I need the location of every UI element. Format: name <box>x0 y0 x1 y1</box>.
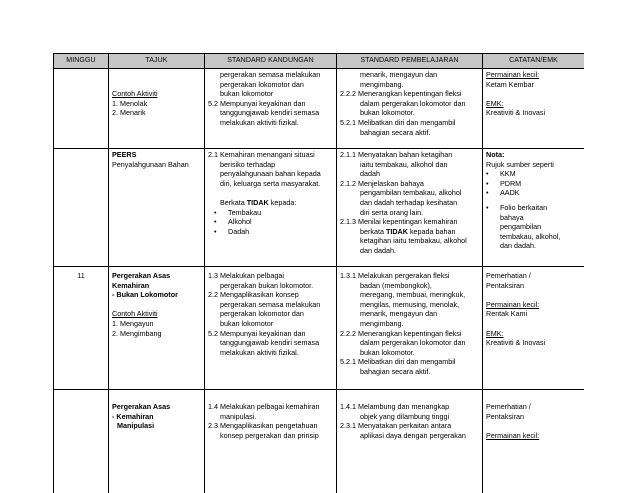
activity-item: 1. Menolak <box>112 98 148 108</box>
text-line: konsep pergerakan dan prinsip <box>220 430 319 440</box>
text-line: diri, keluarga serta masyarakat. <box>220 178 321 188</box>
text-line: 5.2.1 Melibatkan diri dan mengambil <box>340 357 456 367</box>
cell-tajuk <box>109 390 205 493</box>
text-line: dan dadah. <box>360 245 396 255</box>
text-line: Rujuk sumber seperti <box>486 159 554 169</box>
text-line: ketagihan iaitu tembakau, alkohol <box>360 236 467 246</box>
cell-tajuk <box>109 69 205 149</box>
text-line: 5.2 Mempunyai keyakinan dan <box>208 98 306 108</box>
text-line: dadah <box>360 169 380 179</box>
text-line: pergerakan lokomotor dan <box>220 309 304 319</box>
text-fragment: kepada bahan <box>407 226 456 236</box>
text-line: objek yang dilambung tinggi <box>360 411 450 421</box>
activity-item: 2. Menarik <box>112 108 146 118</box>
text-line: Ketam Kembar <box>486 79 534 89</box>
text-line: bahagian secara aktif. <box>360 127 431 137</box>
bullet-item: • Tembakau <box>208 208 333 218</box>
cell-pembelajaran <box>337 267 483 390</box>
bullet-item: • AADK <box>486 188 581 198</box>
text-line: melakukan aktiviti fizikal. <box>220 347 299 357</box>
text-line: 2.3 Mengaplikasikan pengetahuan <box>208 421 318 431</box>
text-line: Rentak Kami <box>486 309 528 319</box>
text-line: bukan lokomotor. <box>360 347 415 357</box>
text-fragment: berkata <box>360 226 386 236</box>
permainan-label: Permainan kecil: <box>486 70 540 79</box>
cell-minggu <box>54 267 109 390</box>
cell-tajuk <box>109 267 205 390</box>
text-line: 1.4 Melakukan pelbagai kemahiran <box>208 402 320 411</box>
bullet-item: • Dadah <box>208 227 333 237</box>
text-line: 1.3 Melakukan pelbagai <box>208 271 284 280</box>
text-line: bukan lokomotor <box>220 318 274 328</box>
text-line: Pemerhatian / <box>486 271 531 280</box>
text-line: dan dadah. <box>500 241 536 251</box>
text-line: dalam pergerakan lokomotor dan <box>360 338 466 348</box>
activity-item: 2. Mengimbang <box>112 328 162 338</box>
text-line: 2.2 Mengaplikasikan konsep <box>208 290 299 300</box>
emk-label: EMK: <box>486 328 504 338</box>
topic-title: Manipulasi <box>117 421 155 431</box>
text-line: mengilas, memusing, menolak, <box>360 299 460 309</box>
text-line: tembakau, alkohol, <box>500 231 561 241</box>
lesson-plan-table <box>53 53 584 493</box>
cell-catatan <box>483 390 585 493</box>
peers-title: PEERS <box>112 150 137 159</box>
text-line: 2.3.1 Menyatakan perkaitan antara <box>340 421 452 431</box>
text-line: Pemerhatian / <box>486 402 531 411</box>
text-line: 2.1.3 Menilai kepentingan kemahiran <box>340 217 458 227</box>
bullet-item: • Folio berkaitan <box>486 203 581 213</box>
cell-kandungan <box>205 390 337 493</box>
berkata-tidak-line <box>340 227 479 237</box>
text-line: pergerakan semasa melakukan <box>220 299 321 309</box>
cell-catatan <box>483 149 585 267</box>
cell-minggu <box>54 390 109 493</box>
text-line: melakukan aktiviti fizikal. <box>220 117 299 127</box>
berkata-tidak-line <box>208 198 333 208</box>
table-row <box>54 149 585 267</box>
activity-item: 1. Mengayun <box>112 318 154 328</box>
text-line: meregang, membuai, meringkuk, <box>360 290 466 300</box>
contoh-aktiviti-label: Contoh Aktiviti <box>112 89 158 99</box>
text-line: manipulasi. <box>220 411 257 421</box>
text-line: pergerakan bukan lokomotor. <box>220 280 314 290</box>
header-standard-pembelajaran: STANDARD PEMBELAJARAN <box>337 54 483 69</box>
cell-kandungan <box>205 69 337 149</box>
text-line: Penyalahgunaan Bahan <box>112 159 189 169</box>
text-line: Pentaksiran <box>486 411 524 421</box>
nota-title: Nota: <box>486 150 505 159</box>
text-fragment: Berkata <box>220 197 247 207</box>
text-fragment: kepada: <box>268 197 297 207</box>
bullet-item: • KKM <box>486 169 581 179</box>
text-line: menarik, mengayun dan <box>360 309 438 319</box>
header-standard-kandungan: STANDARD KANDUNGAN <box>205 54 337 69</box>
permainan-label: Permainan kecil: <box>486 430 540 440</box>
text-line: aplikasi daya dengan pergerakan <box>360 430 466 440</box>
text-line: bahagian secara aktif. <box>360 366 431 376</box>
text-line: bukan lokomotor <box>220 89 274 99</box>
table-row <box>54 267 585 390</box>
text-line: 2.1 Kemahiran menangani situasi <box>208 150 315 159</box>
text-line: badan (membongkok), <box>360 280 432 290</box>
topic-title: - Bukan Lokomotor <box>112 290 178 300</box>
header-catatan-emk: CATATAN/EMK <box>483 54 585 69</box>
text-line: berisiko terhadap <box>220 159 276 169</box>
text-line: pergerakan semasa melakukan <box>220 70 321 79</box>
cell-kandungan <box>205 149 337 267</box>
cell-catatan <box>483 267 585 390</box>
cell-kandungan <box>205 267 337 390</box>
tidak-emphasis: TIDAK <box>385 226 408 236</box>
header-row <box>54 54 585 69</box>
text-line: 2.1.1 Menyatakan bahan ketagihan <box>340 150 453 159</box>
topic-title: Kemahiran <box>112 280 150 290</box>
text-line: diri serta orang lain. <box>360 207 424 217</box>
text-line: dan dadah terhadap kesihatan <box>360 197 458 207</box>
topic-title: - Kemahiran <box>112 411 154 421</box>
permainan-label: Permainan kecil: <box>486 299 540 309</box>
text-line: Pentaksiran <box>486 280 524 290</box>
topic-title: Pergerakan Asas <box>112 402 171 411</box>
bullet-item: • Alkohol <box>208 217 333 227</box>
cell-catatan <box>483 69 585 149</box>
text-line: iaitu tembakau, alkohol dan <box>360 159 448 169</box>
bullet-item: • PDRM <box>486 179 581 189</box>
text-line: 5.2 Mempunyai keyakinan dan <box>208 328 306 338</box>
text-line: pengambilan tembakau, alkohol <box>360 188 462 198</box>
cell-pembelajaran <box>337 69 483 149</box>
text-line: 2.2.2 Menerangkan kepentingan fleksi <box>340 328 462 338</box>
text-line: Kreativiti & Inovasi <box>486 338 546 348</box>
topic-title: Pergerakan Asas <box>112 271 171 280</box>
text-line: pengambilan <box>500 222 542 232</box>
header-tajuk: TAJUK <box>109 54 205 69</box>
emk-label: EMK: <box>486 98 504 108</box>
cell-pembelajaran <box>337 149 483 267</box>
text-line: 1.3.1 Melakukan pergerakan fleksi <box>340 271 450 280</box>
text-line: 1.4.1 Melambung dan menangkap <box>340 402 450 411</box>
cell-minggu <box>54 69 109 149</box>
cell-minggu <box>54 149 109 267</box>
text-line: mengimbang. <box>360 318 404 328</box>
text-line: dalam pergerakan lokomotor dan <box>360 98 466 108</box>
text-line: menarik, mengayun dan <box>360 70 438 79</box>
week-number: 11 <box>77 271 85 280</box>
table-row <box>54 390 585 493</box>
text-line: mengimbang. <box>360 79 404 89</box>
cell-tajuk <box>109 149 205 267</box>
text-line: tanggungjawab kendiri semasa <box>220 108 320 118</box>
tidak-emphasis: TIDAK <box>246 197 269 207</box>
text-line: 5.2.1 Melibatkan diri dan mengambil <box>340 117 456 127</box>
text-line: 2.2.2 Menerangkan kepentingan fleksi <box>340 89 462 99</box>
lesson-plan-table-container <box>53 53 584 493</box>
text-line: 2.1.2 Menjelaskan bahaya <box>340 178 424 188</box>
text-line: pergerakan lokomotor dan <box>220 79 304 89</box>
cell-pembelajaran <box>337 390 483 493</box>
text-line: penyalahgunaan bahan kepada <box>220 169 321 179</box>
text-line: Kreativiti & Inovasi <box>486 108 546 118</box>
header-minggu: MINGGU <box>54 54 109 69</box>
text-line: bahaya <box>500 212 524 222</box>
text-line: bukan lokomotor. <box>360 108 415 118</box>
contoh-aktiviti-label: Contoh Aktiviti <box>112 309 158 319</box>
table-row <box>54 69 585 149</box>
text-line: tanggungjawab kendiri semasa <box>220 338 320 348</box>
